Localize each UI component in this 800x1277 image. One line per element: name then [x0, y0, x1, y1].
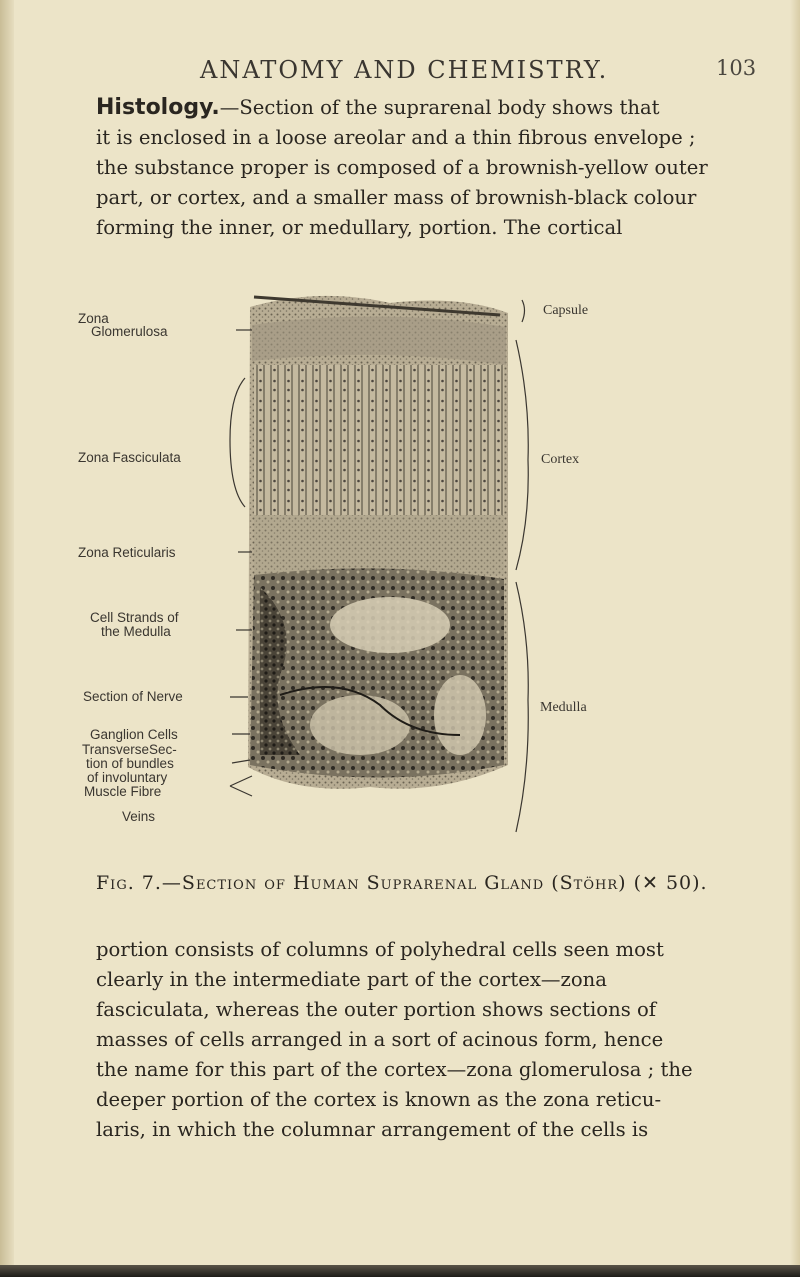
- body-line-1: portion consists of columns of polyhedral cells seen most: [96, 938, 664, 961]
- figure-caption-text: —Section of Human Suprarenal Gland (Stöhr) (✕ 50).: [161, 872, 708, 894]
- label-zona-reticularis: Zona Reticularis: [78, 545, 176, 560]
- label-transverse-4: Muscle Fibre: [84, 784, 162, 799]
- label-transverse-3: of involuntary: [87, 770, 168, 785]
- label-zona-fasciculata: Zona Fasciculata: [78, 450, 181, 465]
- continuation-paragraph: [96, 935, 714, 1145]
- intro-line-2: it is enclosed in a loose areolar and a thin fibrous envelope ;: [96, 126, 696, 149]
- label-transverse-2: tion of bundles: [86, 756, 174, 771]
- running-head: ANATOMY AND CHEMISTRY.: [200, 56, 609, 84]
- intro-line-5: forming the inner, or medullary, portion. The cortical: [96, 216, 623, 239]
- body-line-4: masses of cells arranged in a sort of acinous form, hence: [96, 1028, 664, 1051]
- label-zona: Zona: [78, 311, 109, 326]
- label-cell-strands-1: Cell Strands of: [90, 610, 179, 625]
- figure-number: Fig. 7.: [96, 872, 162, 894]
- figure-caption: [96, 872, 708, 894]
- label-veins: Veins: [122, 809, 156, 824]
- label-cortex: Cortex: [541, 452, 580, 467]
- section-heading: Histology.: [96, 95, 220, 120]
- label-transverse-1: TransverseSec-: [82, 742, 177, 757]
- body-line-2: clearly in the intermediate part of the cortex—zona: [96, 968, 607, 991]
- label-cell-strands-2: the Medulla: [101, 624, 171, 639]
- body-line-6: deeper portion of the cortex is known as the zona reticu-: [96, 1088, 662, 1111]
- intro-line-4: part, or cortex, and a smaller mass of brownish-black colour: [96, 186, 697, 209]
- label-ganglion-cells: Ganglion Cells: [90, 727, 178, 742]
- body-line-5: the name for this part of the cortex—zona glomerulosa ; the: [96, 1058, 693, 1081]
- label-medulla: Medulla: [540, 700, 587, 715]
- page-number: 103: [716, 56, 757, 80]
- body-line-7: laris, in which the columnar arrangement of the cells is: [96, 1118, 649, 1141]
- page-bottom-edge: [0, 1265, 800, 1277]
- intro-line-3: the substance proper is composed of a brownish-yellow outer: [96, 156, 708, 179]
- intro-line-1: —Section of the suprarenal body shows that: [219, 96, 660, 119]
- label-glomerulosa: Glomerulosa: [91, 324, 168, 339]
- body-line-3: fasciculata, whereas the outer portion shows sections of: [96, 998, 657, 1021]
- label-section-nerve: Section of Nerve: [83, 689, 183, 704]
- label-capsule: Capsule: [543, 303, 589, 318]
